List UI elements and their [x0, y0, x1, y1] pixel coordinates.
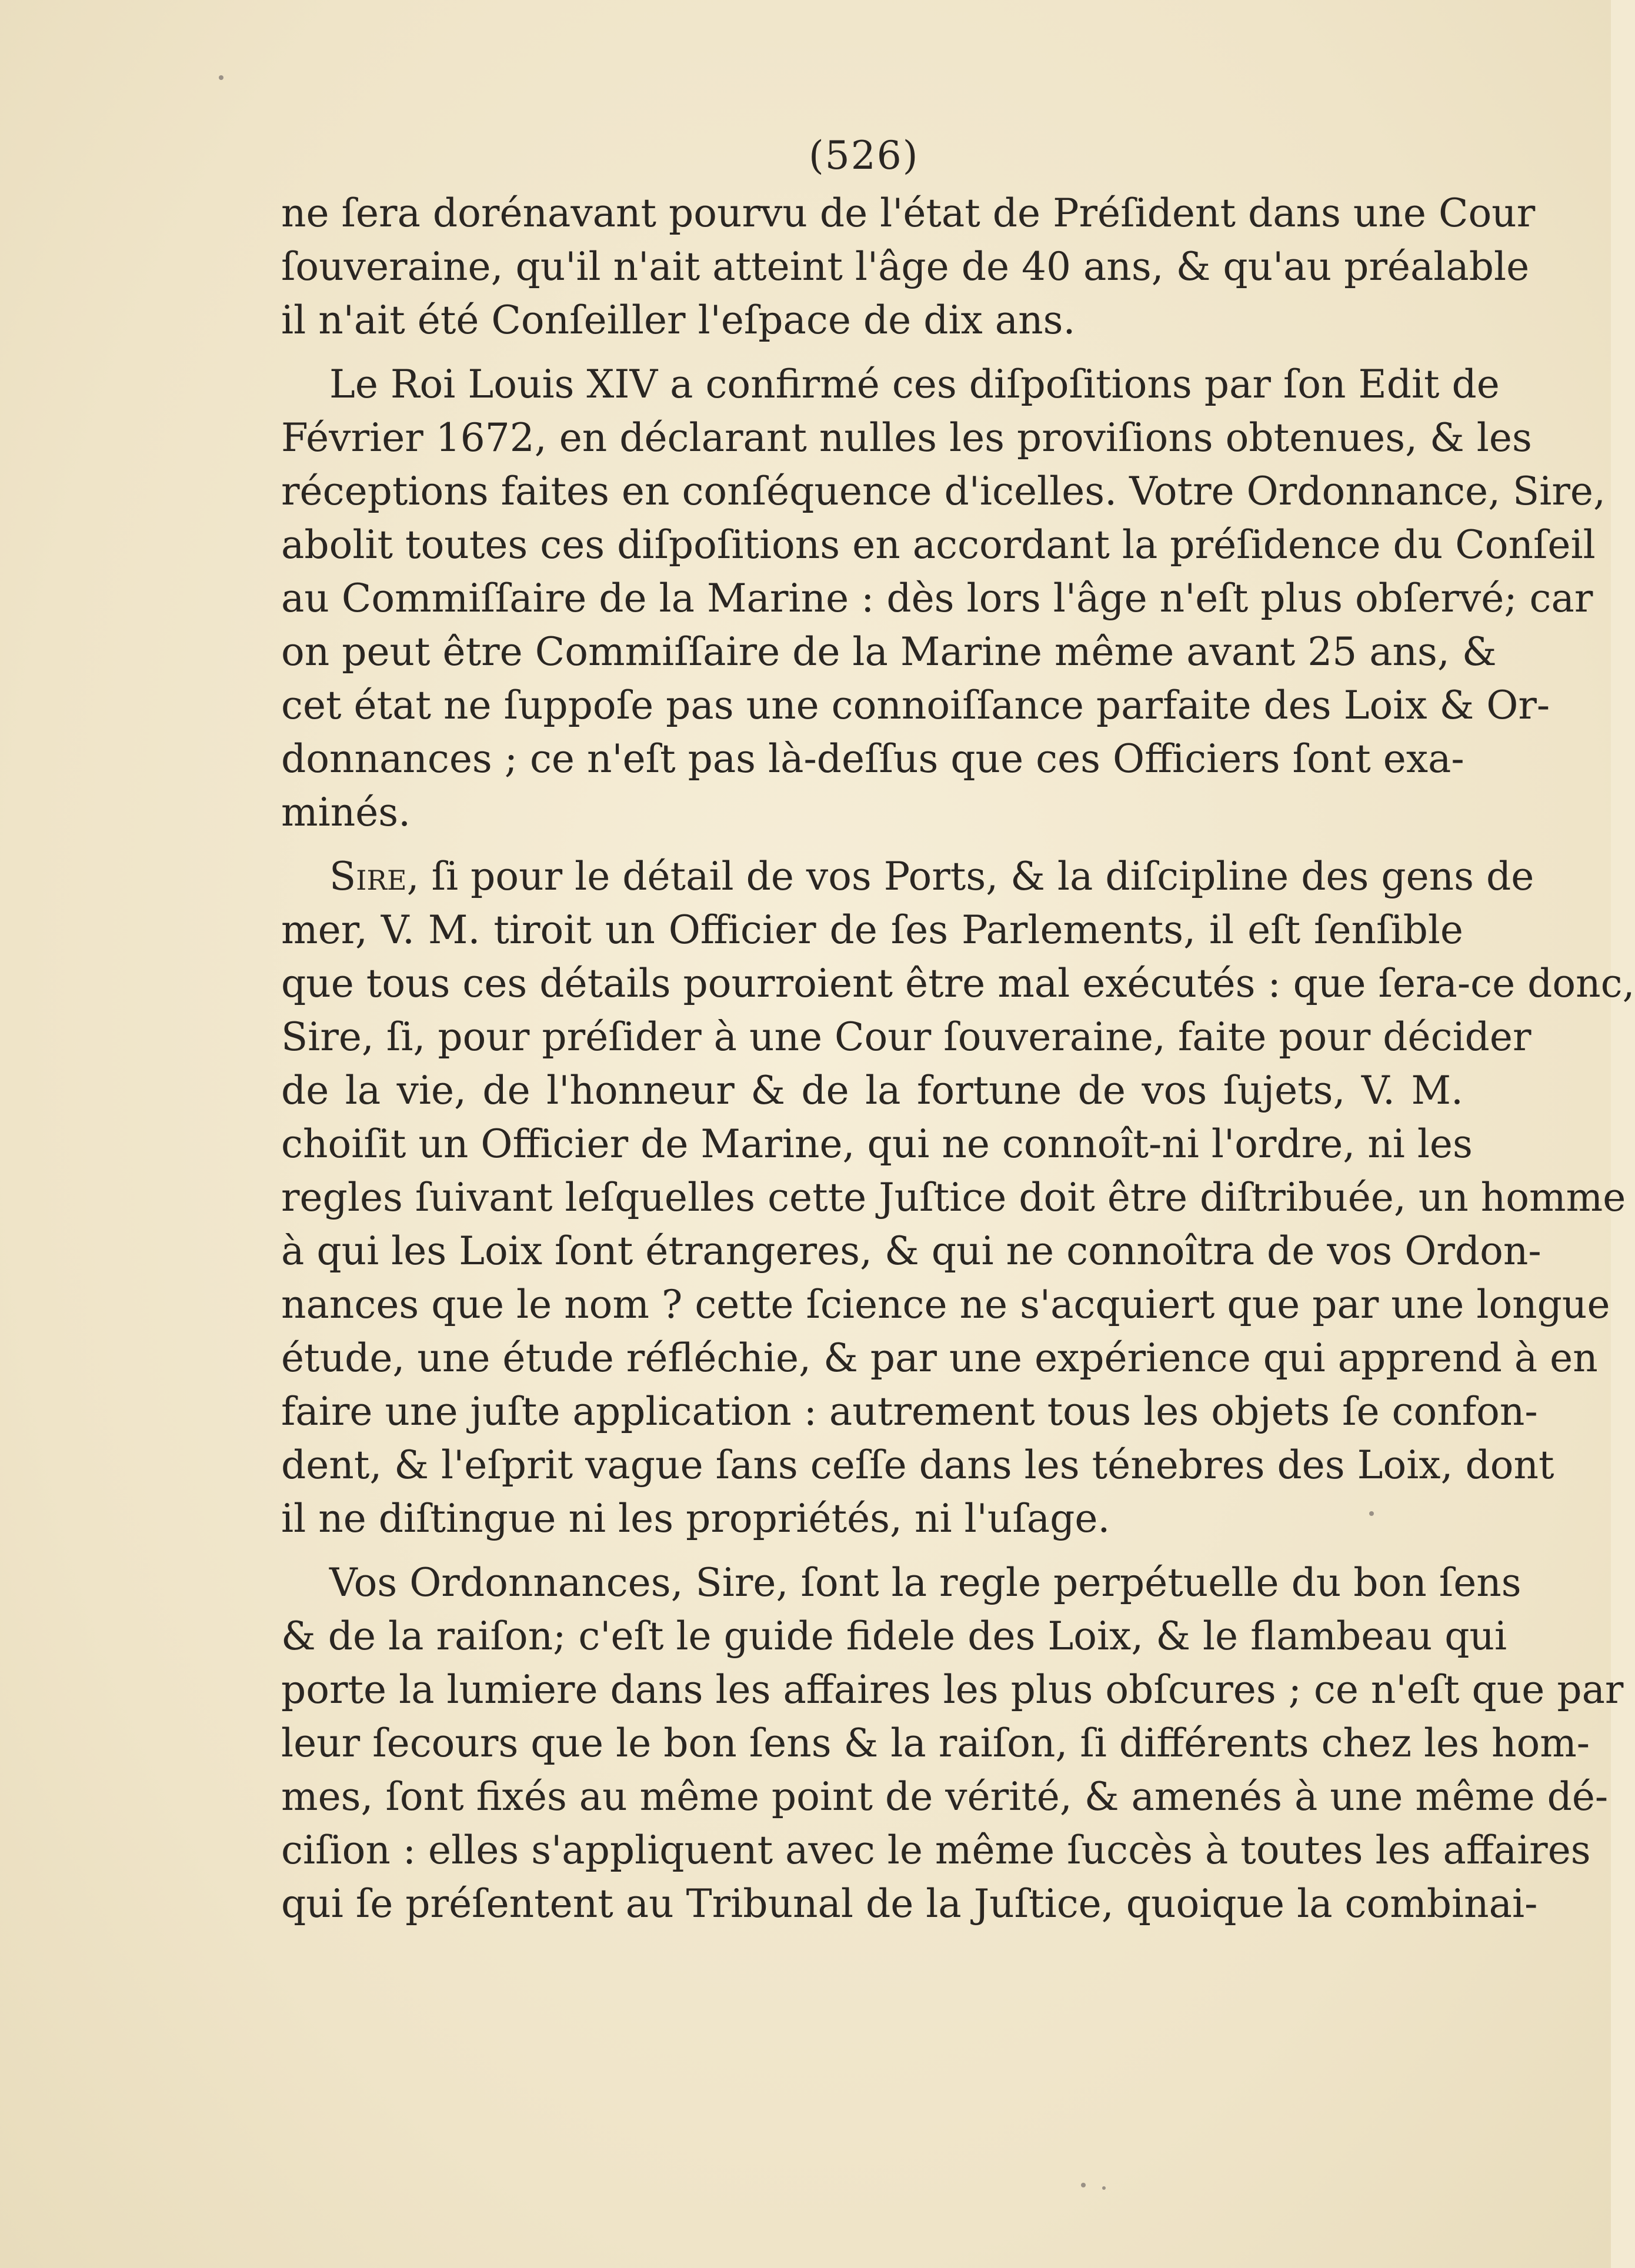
text-line: [281, 1117, 1473, 1171]
text-line: [281, 679, 1550, 732]
line-text: à qui les Loix ſont étrangeres, & qui ne connoîtra de vos Ordon-: [281, 1228, 1541, 1274]
page-number: (526): [809, 133, 919, 178]
line-text: porte la lumiere dans les affaires les plus obſcures ; ce n'eſt que par: [281, 1667, 1624, 1712]
line-text: choiſit un Officier de Marine, qui ne connoît-ni l'ordre, ni les: [281, 1121, 1473, 1167]
text-line: [281, 1492, 1463, 1545]
text-line: [281, 1278, 1610, 1331]
line-text: & de la raiſon; c'eſt le guide fidele des Loix, & le flambeau qui: [281, 1614, 1507, 1659]
text-line: [281, 903, 1463, 957]
text-line: [281, 1224, 1541, 1278]
text-line: [281, 518, 1596, 572]
line-text: abolit toutes ces diſpoſitions en accordant la préſidence du Conſeil: [281, 522, 1596, 567]
text-line: [281, 850, 1534, 903]
text-line: [281, 1385, 1538, 1438]
line-text: regles ſuivant leſquelles cette Juſtice doit être diſtribuée, un homme: [281, 1175, 1626, 1220]
text-line: [281, 465, 1606, 518]
text-line: [281, 572, 1593, 625]
text-line: [281, 786, 1463, 839]
line-text: il ne diſtingue ni les propriétés, ni l'uſage.: [281, 1496, 1110, 1541]
line-text: qui ſe préſentent au Tribunal de la Juſtice, quoique la combinai-: [281, 1881, 1538, 1926]
text-line: [281, 1331, 1598, 1385]
line-text: on peut être Commiſſaire de la Marine même avant 25 ans, &: [281, 629, 1497, 674]
line-text: dent, & l'eſprit vague ſans ceſſe dans les ténebres des Loix, dont: [281, 1442, 1554, 1488]
line-text: minés.: [281, 790, 411, 835]
line-text: étude, une étude réfléchie, & par une expérience qui apprend à en: [281, 1335, 1598, 1381]
line-text: nances que le nom ? cette ſcience ne s'acquiert que par une longue: [281, 1282, 1610, 1327]
line-text: , ſi pour le détail de vos Ports, & la diſcipline des gens de: [406, 854, 1534, 899]
text-line: [281, 732, 1463, 786]
text-line: [281, 1556, 1521, 1609]
line-text: réceptions faites en conſéquence d'icelles. Votre Ordonnance, Sire,: [281, 469, 1606, 514]
text-line: [281, 240, 1530, 293]
text-line: [281, 293, 1463, 347]
line-text: leur ſecours que le bon ſens & la raiſon, ſi différents chez les hom-: [281, 1721, 1590, 1766]
line-text: que tous ces détails pourroient être mal exécutés : que ſera-ce donc,: [281, 961, 1635, 1006]
line-text: ne ſera dorénavant pourvu de l'état de Préſident dans une Cour: [281, 191, 1536, 236]
text-line: [281, 1823, 1591, 1877]
line-text: il n'ait été Conſeiller l'eſpace de dix ans.: [281, 298, 1076, 343]
text-line: [281, 1663, 1624, 1716]
text-line: [281, 625, 1497, 679]
line-text: mes, ſont fixés au même point de vérité, & amenés à une même dé-: [281, 1774, 1609, 1819]
text-line: [281, 358, 1500, 411]
line-text: ciſion : elles s'appliquent avec le même ſuccès à toutes les affaires: [281, 1828, 1591, 1873]
text-line: [281, 1438, 1554, 1492]
paper-speck: [219, 75, 223, 80]
text-line: [281, 1770, 1609, 1823]
text-line: [281, 1609, 1507, 1663]
paper-speck: [1102, 2186, 1106, 2190]
text-line: [281, 1064, 1463, 1117]
small-caps-word: Sire: [329, 854, 407, 899]
line-text: Sire, ſi, pour préſider à une Cour ſouveraine, faite pour décider: [281, 1014, 1531, 1060]
text-line: [281, 1716, 1590, 1770]
line-text: cet état ne ſuppoſe pas une connoiſſance parfaite des Loix & Or-: [281, 683, 1550, 728]
text-line: [281, 1171, 1626, 1224]
text-line: [281, 1877, 1538, 1930]
paper-speck: [1369, 1511, 1374, 1516]
line-text: ſouveraine, qu'il n'ait atteint l'âge de 40 ans, & qu'au préalable: [281, 244, 1530, 289]
text-line: [281, 1010, 1531, 1064]
line-text: faire une juſte application : autrement tous les objets ſe confon-: [281, 1389, 1538, 1434]
line-text: de la vie, de l'honneur & de la fortune de vos ſujets, V. M.: [281, 1068, 1463, 1113]
line-text: au Commiſſaire de la Marine : dès lors l'âge n'eſt plus obſervé; car: [281, 576, 1593, 621]
text-line: [281, 411, 1532, 465]
line-text: Vos Ordonnances, Sire, ſont la regle perpétuelle du bon ſens: [329, 1560, 1521, 1605]
body-text: [281, 186, 1635, 1930]
line-text: mer, V. M. tiroit un Officier de ſes Parlements, il eſt ſenſible: [281, 907, 1463, 953]
line-text: Le Roi Louis XIV a confirmé ces diſpoſitions par ſon Edit de: [329, 362, 1500, 407]
text-line: [281, 957, 1635, 1010]
text-line: [281, 186, 1536, 240]
line-text: Février 1672, en déclarant nulles les proviſions obtenues, & les: [281, 415, 1532, 460]
line-text: donnances ; ce n'eſt pas là-deſſus que ces Officiers ſont exa-: [281, 736, 1464, 781]
paper-speck: [1081, 2183, 1086, 2187]
